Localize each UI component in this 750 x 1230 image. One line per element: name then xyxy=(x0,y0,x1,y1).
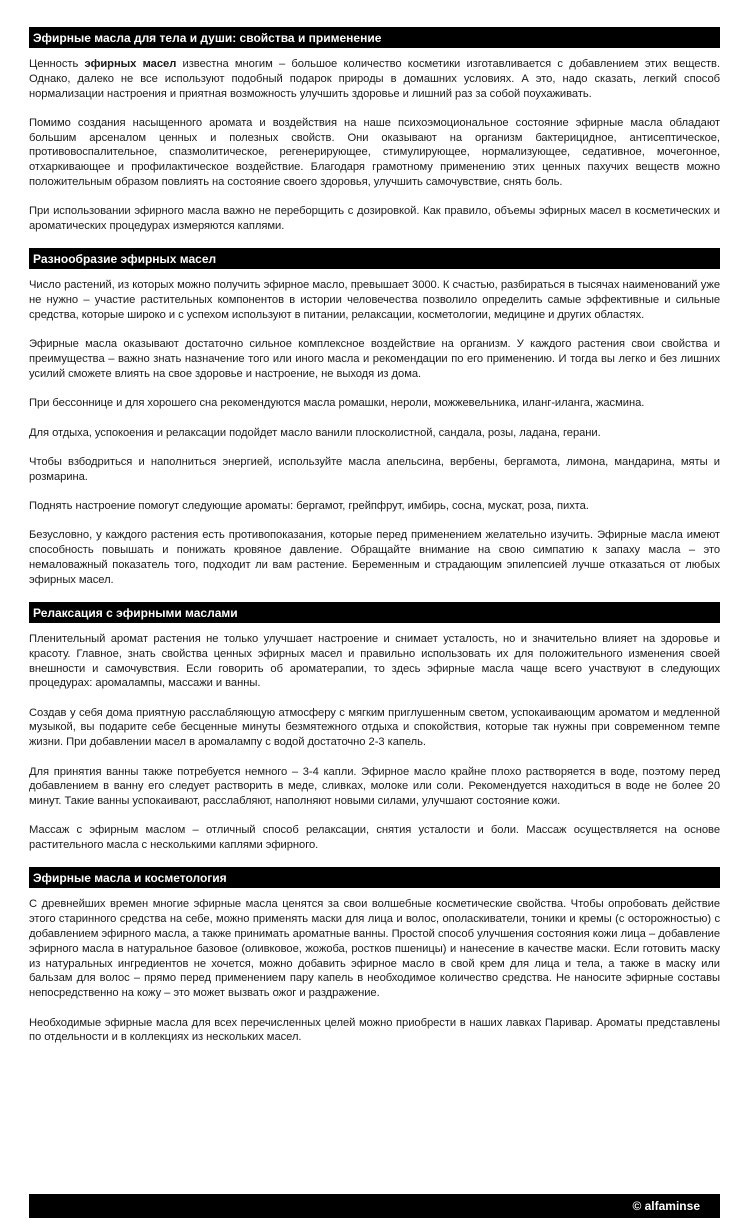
section-cosmetology xyxy=(29,867,720,1045)
paragraph: Помимо создания насыщенного аромата и воздействия на наше психоэмоциональное состояние эфирные масла обладают большим арсеналом ценных и полезных свойств. Они оказывают на организм бактерицидное, антисептическое, противовоспалительное, спазмолитическое, регенерирующее, стимулирующее, нормализующее, седативное, мочегонное, отхаркивающее и профилактическое воздействие. Благодаря грамотному применению этих ценных пахучих веществ можно положительным образом повлиять на состояние своего здоровья, улучшить самочувствие, снять боль. xyxy=(29,116,720,189)
paragraph: Поднять настроение помогут следующие ароматы: бергамот, грейпфрут, имбирь, сосна, мускат, роза, пихта. xyxy=(29,499,589,512)
article xyxy=(29,27,720,1060)
paragraph: Ценность эфирных масел известна многим – большое количество косметики изготавливается с добавлением этих веществ. Однако, далеко не все используют подобный подарок природы в домашних условиях. А это, надо сказать, легкий способ нормализации настроения и приятная возможность улучшить здоровье и лишний раз за собой поухаживать. xyxy=(29,58,721,100)
paragraph: Создав у себя дома приятную расслабляющую атмосферу с мягким приглушенным светом, успокаивающим ароматом и медленной музыкой, вы подарите себе бесценные минуты безмятежного отдыха и спокойствия, которые так нужны при современном темпе жизни. При добавлении масел в аромалампу с водой достаточно 2-3 капель. xyxy=(29,706,720,749)
paragraph: Для отдыха, успокоения и релаксации подойдет масло ванили плосколистной, сандала, розы, ладана, герани. xyxy=(29,426,601,439)
section-properties xyxy=(29,27,720,234)
section-title: Эфирные масла и косметология xyxy=(29,867,720,888)
section-body xyxy=(29,48,720,234)
section-title: Релаксация с эфирными маслами xyxy=(29,602,720,623)
paragraph: Чтобы взбодриться и наполниться энергией, используйте масла апельсина, вербены, бергамота, лимона, мандарина, мяты и розмарина. xyxy=(29,455,720,483)
section-variety xyxy=(29,248,720,587)
section-body xyxy=(29,269,720,587)
paragraph: Эфирные масла оказывают достаточно сильное комплексное воздействие на организм. У каждого растения свои свойства и преимущества – важно знать назначение того или иного масла и рекомендации по его применению. И тогда вы легко и без лишних усилий сможете влиять на свое здоровье и настроение, не выходя из дома. xyxy=(29,338,720,380)
paragraph: Безусловно, у каждого растения есть противопоказания, которые перед применением желательно изучить. Эфирные масла имеют способность повышать и понижать кровяное давление. Обращайте внимание на свою симпатию к запаху масла – это немаловажный показатель того, подходит ли вам растение. Беременным и страдающим эпилепсией лучше отказаться от любых эфирных масел. xyxy=(29,529,720,586)
section-body xyxy=(29,888,720,1045)
paragraph: Для принятия ванны также потребуется немного – 3-4 капли. Эфирное масло крайне плохо растворяется в воде, поэтому перед добавлением в ванну его следует растворить в меде, сливках, молоке или соли. Рекомендуется находиться в воде не более 20 минут. Такие ванны успокаивают, расслабляют, наполняют новыми силами, улучшают состояние кожи. xyxy=(29,765,720,808)
section-title: Эфирные масла для тела и души: свойства и применение xyxy=(29,27,720,48)
paragraph: При использовании эфирного масла важно не переборщить с дозировкой. Как правило, объемы эфирных масел в косметических и ароматических процедурах измеряются каплями. xyxy=(29,205,720,233)
paragraph: Массаж с эфирным маслом – отличный способ релаксации, снятия усталости и боли. Массаж осуществляется на основе растительного масла с несколькими каплями эфирного. xyxy=(29,824,720,852)
paragraph: При бессоннице и для хорошего сна рекомендуются масла ромашки, нероли, можжевельника, иланг-иланга, жасмина. xyxy=(29,397,645,410)
paragraph: С древнейших времен многие эфирные масла ценятся за свои волшебные косметические свойства. Чтобы опробовать действие этого старинного средства на себе, можно применять маски для лица и волос, ополаскиватели, тоники и кремы (с осторожностью) с добавлением эфирного масла, а также принимать ароматные ванны. Простой способ улучшения состояния кожи лица – добавление эфирного масла в натуральное базовое (оливковое, жожоба, ростков пшеницы) и нанесение в качестве маски. Если готовить маску из натуральных ингредиентов не хочется, можно добавить эфирное масло в свой крем для лица и тела, а также в маску или бальзам для волос – прямо перед применением пару капель в необходимое количество средства. Не наносите эфирные составы непосредственно на кожу – это может вызвать ожог и раздражение. xyxy=(29,898,720,1000)
paragraph: Необходимые эфирные масла для всех перечисленных целей можно приобрести в наших лавках Паривар. Ароматы представлены по отдельности и в коллекциях из нескольких масел. xyxy=(29,1016,720,1044)
copyright-text: © alfaminse xyxy=(632,1199,700,1213)
section-relaxation xyxy=(29,602,720,853)
paragraph: Пленительный аромат растения не только улучшает настроение и снимает усталость, но и значительно влияет на здоровье и красоту. Главное, знать свойства ценных эфирных масел и правильно использовать их для положительного изменения своей внешности и самочувствия. Если говорить об ароматерапии, то здесь эфирные масла чаще всего участвуют в следующих процедурах: аромалампы, массажи и ванны. xyxy=(29,632,720,690)
highlight-term: эфирных масел xyxy=(84,58,177,70)
section-title: Разнообразие эфирных масел xyxy=(29,248,720,269)
section-body xyxy=(29,623,720,853)
paragraph: Число растений, из которых можно получить эфирное масло, превышает 3000. К счастью, разбираться в тысячах наименований уже не нужно – участие растительных компонентов в истории человечества позволило определить самые эффективные и сильные средства, которые широко и с успехом используют в питании, релаксации, косметологии, медицине и других областях. xyxy=(29,279,720,322)
footer-copyright-bar xyxy=(29,1194,720,1218)
